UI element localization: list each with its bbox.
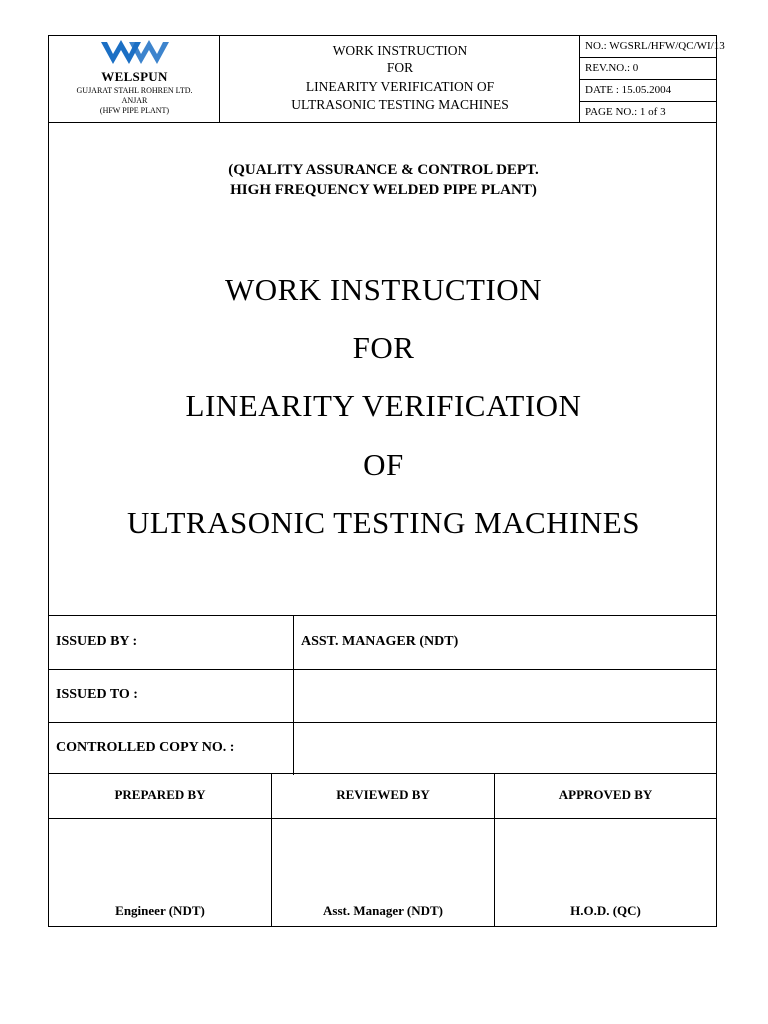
reviewed-by-name: Asst. Manager (NDT) bbox=[323, 903, 443, 918]
issued-by-row bbox=[49, 616, 716, 670]
title-section bbox=[48, 122, 717, 616]
document-meta-cell bbox=[580, 36, 725, 122]
header-title-line: WORK INSTRUCTION bbox=[332, 43, 468, 58]
company-name: WELSPUN bbox=[101, 69, 168, 84]
prepared-by-column bbox=[49, 774, 272, 926]
company-subline: (HFW PIPE PLANT) bbox=[99, 106, 170, 115]
main-title-line: ULTRASONIC TESTING MACHINES bbox=[127, 505, 640, 540]
main-title-line: OF bbox=[363, 447, 404, 482]
issue-table bbox=[48, 615, 717, 774]
header-title-line: FOR bbox=[386, 60, 414, 75]
issued-to-label: ISSUED TO : bbox=[49, 669, 294, 722]
document-header bbox=[48, 35, 725, 123]
controlled-copy-value bbox=[294, 722, 716, 775]
prepared-by-name: Engineer (NDT) bbox=[115, 903, 205, 918]
issued-to-row bbox=[49, 669, 716, 723]
company-subline: ANJAR bbox=[121, 96, 148, 105]
header-title-line: ULTRASONIC TESTING MACHINES bbox=[291, 97, 509, 112]
controlled-copy-row bbox=[49, 722, 716, 775]
reviewed-by-column bbox=[272, 774, 495, 926]
issued-to-value bbox=[294, 669, 716, 722]
welspun-logo-icon bbox=[99, 38, 171, 68]
doc-revision: REV.NO.: 0 bbox=[580, 58, 716, 80]
company-subline: GUJARAT STAHL ROHREN LTD. bbox=[76, 86, 193, 95]
header-title-line: LINEARITY VERIFICATION OF bbox=[305, 79, 495, 94]
approved-by-header: APPROVED BY bbox=[495, 774, 716, 819]
reviewed-by-header: REVIEWED BY bbox=[272, 774, 494, 819]
approved-by-column bbox=[495, 774, 716, 926]
controlled-copy-label: CONTROLLED COPY NO. : bbox=[49, 722, 294, 775]
approved-by-name: H.O.D. (QC) bbox=[570, 903, 641, 918]
logo-cell bbox=[49, 36, 220, 122]
doc-number: NO.: WGSRL/HFW/QC/WI/13 bbox=[580, 36, 716, 58]
header-title-cell bbox=[220, 36, 580, 122]
issued-by-value: ASST. MANAGER (NDT) bbox=[301, 634, 459, 649]
prepared-by-header: PREPARED BY bbox=[49, 774, 271, 819]
department-line: HIGH FREQUENCY WELDED PIPE PLANT) bbox=[230, 182, 537, 198]
doc-page: PAGE NO.: 1 of 3 bbox=[585, 106, 666, 118]
signature-table bbox=[48, 773, 717, 927]
department-line: (QUALITY ASSURANCE & CONTROL DEPT. bbox=[228, 162, 539, 178]
doc-date: DATE : 15.05.2004 bbox=[580, 80, 716, 102]
main-title-line: WORK INSTRUCTION bbox=[224, 272, 543, 307]
issued-by-label: ISSUED BY : bbox=[49, 616, 294, 669]
main-title-line: LINEARITY VERIFICATION bbox=[185, 388, 582, 423]
main-title-line: FOR bbox=[352, 330, 415, 365]
